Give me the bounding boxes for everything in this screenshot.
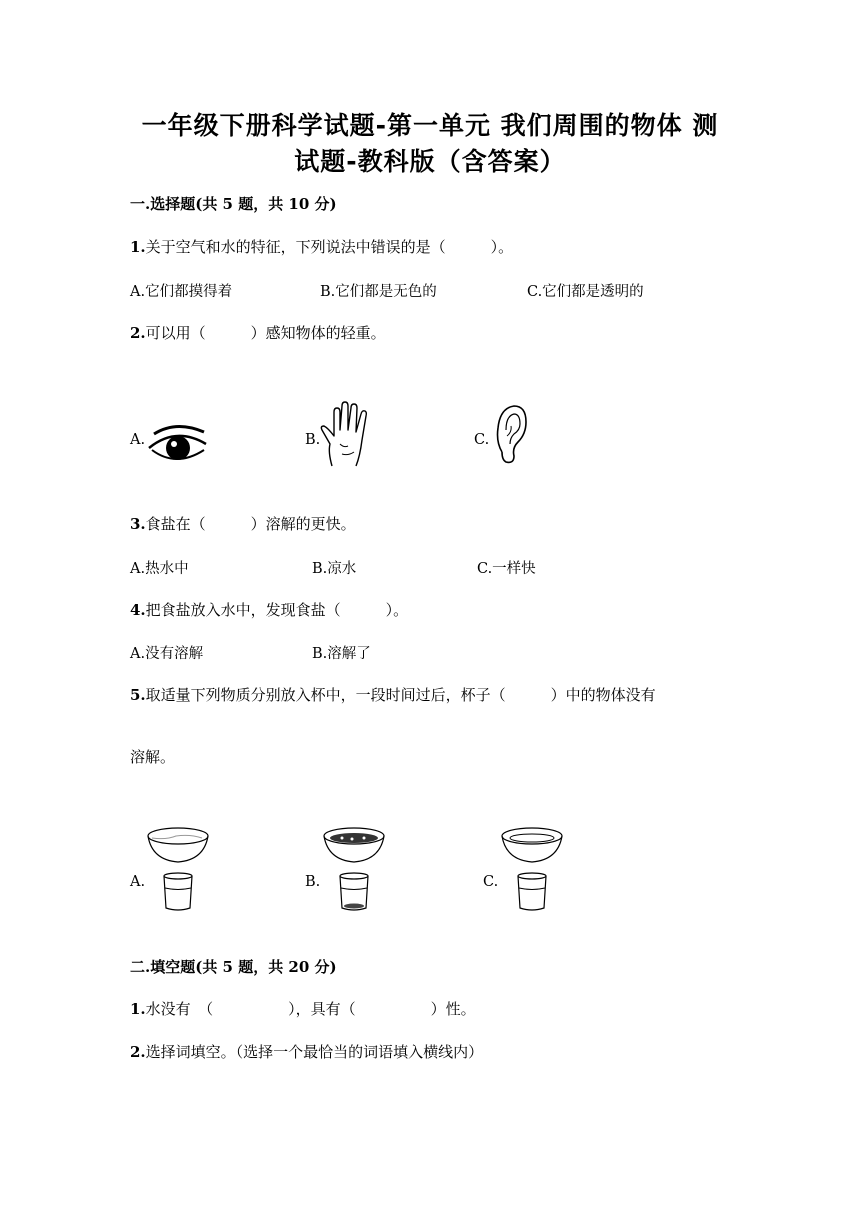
section-heading-choice: 一.选择题(共 5 题，共 10 分) (130, 195, 337, 213)
q3-option-c: C.一样快 (477, 561, 536, 577)
question-text: 食盐在（ ）溶解的更快。 (145, 515, 356, 533)
q1-option-a: A.它们都摸得着 (130, 284, 233, 300)
question-text: 取适量下列物质分别放入杯中，一段时间过后，杯子（ ）中的物体没有 (145, 686, 656, 704)
q5-option-b-label: B. (305, 874, 321, 890)
fill-question-2 (130, 1041, 483, 1062)
q3-option-b: B.凉水 (312, 561, 357, 577)
question-text: 关于空气和水的特征，下列说法中错误的是（ ）。 (145, 238, 514, 256)
q4-option-a: A.没有溶解 (130, 646, 204, 662)
fill-question-1 (130, 998, 476, 1019)
page-title-line-2: 试题-教科版（含答案） (294, 147, 566, 176)
q5-option-a-label: A. (130, 874, 146, 890)
question-3 (130, 513, 356, 534)
q2-option-b-label: B. (305, 432, 321, 448)
question-number: 1. (130, 1000, 146, 1018)
question-number: 4. (130, 601, 146, 619)
hand-icon (318, 400, 378, 472)
question-text: 选择词填空。（选择一个最恰当的词语填入横线内） (145, 1043, 484, 1061)
bowl-and-cup-icon (322, 826, 390, 918)
question-4 (130, 599, 408, 620)
question-text: 把食盐放入水中，发现食盐（ ）。 (145, 601, 409, 619)
bowl-and-cup-icon (500, 826, 568, 918)
question-5 (130, 684, 656, 705)
bowl-and-cup-icon (146, 826, 214, 918)
question-5-continuation: 溶解。 (130, 748, 176, 766)
question-number: 2. (130, 324, 146, 342)
question-2 (130, 322, 386, 343)
ear-icon (492, 402, 532, 470)
q1-option-b: B.它们都是无色的 (320, 284, 437, 300)
question-number: 3. (130, 515, 146, 533)
question-number: 2. (130, 1043, 146, 1061)
q1-option-c: C.它们都是透明的 (527, 284, 644, 300)
q2-option-a-label: A. (130, 432, 146, 448)
q3-option-a: A.热水中 (130, 561, 189, 577)
question-number: 1. (130, 238, 146, 256)
eye-icon (146, 422, 210, 470)
q2-option-c-label: C. (474, 432, 490, 448)
question-text: 水没有 （ ），具有（ ）性。 (145, 1000, 476, 1018)
question-1 (130, 236, 513, 257)
page-title-line-1: 一年级下册科学试题-第一单元 我们周围的物体 测 (141, 111, 719, 140)
question-text: 可以用（ ）感知物体的轻重。 (145, 324, 386, 342)
q5-option-c-label: C. (483, 874, 499, 890)
section-heading-fill-in: 二.填空题(共 5 题，共 20 分) (130, 958, 337, 976)
q4-option-b: B.溶解了 (312, 646, 371, 662)
question-number: 5. (130, 686, 146, 704)
